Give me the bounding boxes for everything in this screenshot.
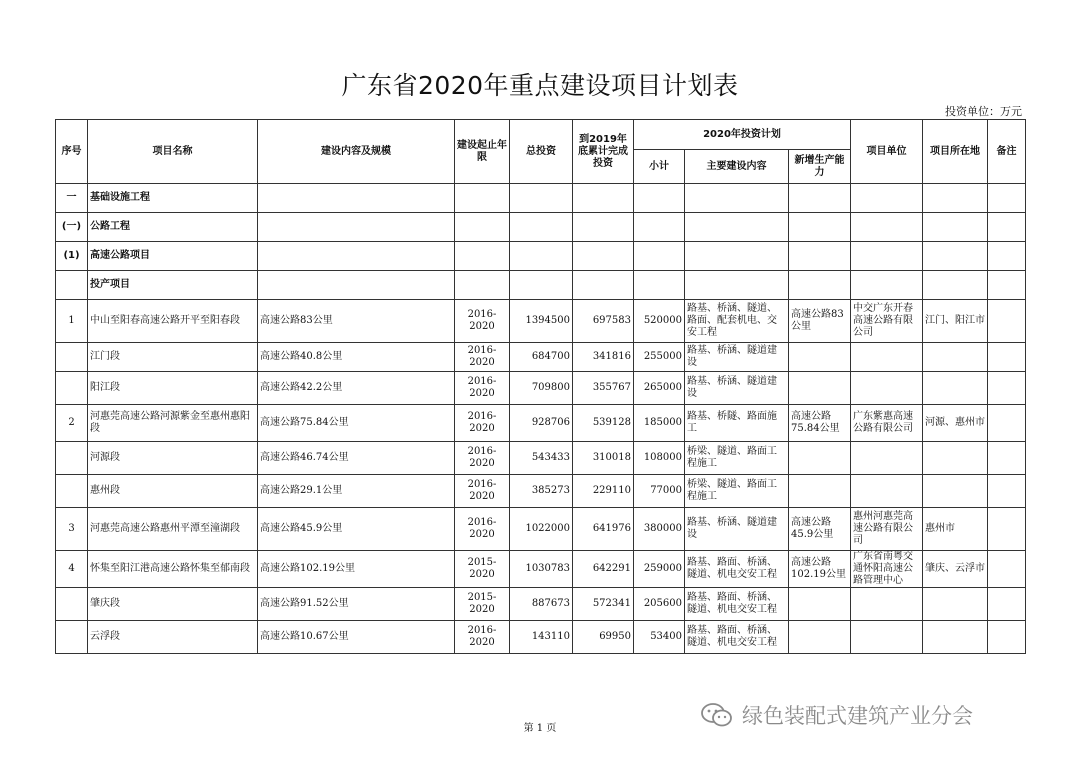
row-capacity xyxy=(789,588,851,621)
row-completed: 310018 xyxy=(573,442,634,475)
row-seq: 2 xyxy=(56,405,88,442)
row-unit xyxy=(851,442,923,475)
row-period: 2015-2020 xyxy=(455,551,510,588)
row-seq: (1) xyxy=(56,242,88,271)
row-unit xyxy=(851,588,923,621)
header-location: 项目所在地 xyxy=(923,120,988,184)
header-unit: 项目单位 xyxy=(851,120,923,184)
row-subtotal: 53400 xyxy=(634,621,685,654)
row-capacity xyxy=(789,242,851,271)
row-content: 高速公路29.1公里 xyxy=(258,475,455,508)
table-row xyxy=(56,372,1026,405)
row-total: 1022000 xyxy=(510,508,573,551)
row-period xyxy=(455,213,510,242)
row-content xyxy=(258,271,455,300)
row-remark xyxy=(988,300,1026,343)
row-unit xyxy=(851,475,923,508)
row-subtotal: 255000 xyxy=(634,343,685,372)
row-content: 高速公路40.8公里 xyxy=(258,343,455,372)
header-plan2020: 2020年投资计划 xyxy=(634,120,851,150)
row-unit xyxy=(851,184,923,213)
row-main-content: 路基、桥涵、隧道、路面、配套机电、交安工程 xyxy=(685,300,789,343)
row-main-content: 路基、路面、桥涵、隧道、机电交安工程 xyxy=(685,551,789,588)
table-row xyxy=(56,300,1026,343)
row-remark xyxy=(988,242,1026,271)
header-subtotal: 小计 xyxy=(634,150,685,184)
row-completed: 641976 xyxy=(573,508,634,551)
row-unit xyxy=(851,271,923,300)
table-row xyxy=(56,213,1026,242)
row-name: 公路工程 xyxy=(88,213,258,242)
row-name: 投产项目 xyxy=(88,271,258,300)
row-remark xyxy=(988,508,1026,551)
row-seq xyxy=(56,588,88,621)
row-capacity xyxy=(789,213,851,242)
row-remark xyxy=(988,213,1026,242)
row-subtotal: 520000 xyxy=(634,300,685,343)
row-location: 肇庆、云浮市 xyxy=(923,551,988,588)
row-unit xyxy=(851,343,923,372)
row-capacity xyxy=(789,184,851,213)
row-unit: 中交广东开春高速公路有限公司 xyxy=(851,300,923,343)
wechat-icon xyxy=(700,701,734,729)
table-row xyxy=(56,442,1026,475)
row-seq: 1 xyxy=(56,300,88,343)
row-subtotal xyxy=(634,242,685,271)
row-main-content: 路基、桥涵、隧道建设 xyxy=(685,343,789,372)
row-remark xyxy=(988,405,1026,442)
row-capacity: 高速公路83公里 xyxy=(789,300,851,343)
header-seq: 序号 xyxy=(56,120,88,184)
row-location xyxy=(923,343,988,372)
row-name: 阳江段 xyxy=(88,372,258,405)
row-subtotal xyxy=(634,213,685,242)
table-row xyxy=(56,405,1026,442)
row-location: 江门、阳江市 xyxy=(923,300,988,343)
row-period xyxy=(455,271,510,300)
row-period: 2016-2020 xyxy=(455,442,510,475)
row-remark xyxy=(988,271,1026,300)
row-seq: 3 xyxy=(56,508,88,551)
row-content: 高速公路91.52公里 xyxy=(258,588,455,621)
row-subtotal: 185000 xyxy=(634,405,685,442)
row-period: 2016-2020 xyxy=(455,405,510,442)
row-name: 高速公路项目 xyxy=(88,242,258,271)
table-row xyxy=(56,271,1026,300)
row-name: 云浮段 xyxy=(88,621,258,654)
header-total: 总投资 xyxy=(510,120,573,184)
header-main-content: 主要建设内容 xyxy=(685,150,789,184)
row-name: 怀集至阳江港高速公路怀集至郁南段 xyxy=(88,551,258,588)
header-name: 项目名称 xyxy=(88,120,258,184)
table-row xyxy=(56,475,1026,508)
row-location xyxy=(923,475,988,508)
header-remark: 备注 xyxy=(988,120,1026,184)
row-seq: (一) xyxy=(56,213,88,242)
row-remark xyxy=(988,588,1026,621)
row-seq xyxy=(56,621,88,654)
row-content xyxy=(258,184,455,213)
row-period xyxy=(455,184,510,213)
row-name: 中山至阳春高速公路开平至阳春段 xyxy=(88,300,258,343)
row-unit xyxy=(851,242,923,271)
row-seq: 4 xyxy=(56,551,88,588)
row-location xyxy=(923,184,988,213)
table-row xyxy=(56,508,1026,551)
row-capacity: 高速公路102.19公里 xyxy=(789,551,851,588)
row-completed: 572341 xyxy=(573,588,634,621)
row-subtotal: 108000 xyxy=(634,442,685,475)
row-main-content xyxy=(685,271,789,300)
row-completed: 539128 xyxy=(573,405,634,442)
row-subtotal: 259000 xyxy=(634,551,685,588)
row-content: 高速公路45.9公里 xyxy=(258,508,455,551)
row-main-content: 路基、路面、桥涵、隧道、机电交安工程 xyxy=(685,588,789,621)
row-completed: 355767 xyxy=(573,372,634,405)
row-content: 高速公路83公里 xyxy=(258,300,455,343)
row-period: 2015-2020 xyxy=(455,588,510,621)
row-period xyxy=(455,242,510,271)
row-seq: 一 xyxy=(56,184,88,213)
page-number: 第 1 页 xyxy=(523,723,557,734)
row-total xyxy=(510,213,573,242)
row-total: 385273 xyxy=(510,475,573,508)
page-title: 广东省2020年重点建设项目计划表 xyxy=(341,71,739,100)
row-subtotal: 205600 xyxy=(634,588,685,621)
row-remark xyxy=(988,442,1026,475)
table-row xyxy=(56,343,1026,372)
row-completed xyxy=(573,242,634,271)
watermark-text: 绿色装配式建筑产业分会 xyxy=(742,704,973,728)
row-unit xyxy=(851,621,923,654)
row-capacity xyxy=(789,475,851,508)
row-unit: 惠州河惠莞高速公路有限公司 xyxy=(851,508,923,551)
row-main-content xyxy=(685,213,789,242)
row-content: 高速公路46.74公里 xyxy=(258,442,455,475)
row-subtotal xyxy=(634,184,685,213)
row-capacity xyxy=(789,372,851,405)
row-name: 惠州段 xyxy=(88,475,258,508)
row-name: 河源段 xyxy=(88,442,258,475)
row-main-content: 桥梁、隧道、路面工程施工 xyxy=(685,475,789,508)
row-location xyxy=(923,442,988,475)
row-total xyxy=(510,242,573,271)
table-row xyxy=(56,588,1026,621)
row-unit: 广东省南粤交通怀阳高速公路管理中心 xyxy=(851,551,923,588)
row-remark xyxy=(988,621,1026,654)
row-main-content: 路基、桥涵、隧道建设 xyxy=(685,372,789,405)
header-completed: 到2019年底累计完成投资 xyxy=(573,120,634,184)
row-location xyxy=(923,213,988,242)
row-seq xyxy=(56,442,88,475)
row-completed xyxy=(573,271,634,300)
row-main-content: 路基、路面、桥涵、隧道、机电交安工程 xyxy=(685,621,789,654)
row-period: 2016-2020 xyxy=(455,372,510,405)
row-capacity xyxy=(789,621,851,654)
row-period: 2016-2020 xyxy=(455,621,510,654)
row-capacity: 高速公路75.84公里 xyxy=(789,405,851,442)
row-completed: 229110 xyxy=(573,475,634,508)
row-completed xyxy=(573,213,634,242)
table-row xyxy=(56,184,1026,213)
row-seq xyxy=(56,372,88,405)
row-location xyxy=(923,621,988,654)
row-content: 高速公路102.19公里 xyxy=(258,551,455,588)
row-content xyxy=(258,242,455,271)
row-capacity: 高速公路45.9公里 xyxy=(789,508,851,551)
row-location xyxy=(923,271,988,300)
row-period: 2016-2020 xyxy=(455,300,510,343)
row-total xyxy=(510,271,573,300)
table-row xyxy=(56,621,1026,654)
row-location xyxy=(923,372,988,405)
row-completed: 697583 xyxy=(573,300,634,343)
row-total: 928706 xyxy=(510,405,573,442)
table-row xyxy=(56,242,1026,271)
row-location xyxy=(923,588,988,621)
row-name: 江门段 xyxy=(88,343,258,372)
row-main-content xyxy=(685,184,789,213)
header-content: 建设内容及规模 xyxy=(258,120,455,184)
watermark xyxy=(700,700,973,730)
row-unit xyxy=(851,372,923,405)
row-period: 2016-2020 xyxy=(455,475,510,508)
row-completed: 69950 xyxy=(573,621,634,654)
row-main-content: 路基、桥隧、路面施工 xyxy=(685,405,789,442)
row-total: 709800 xyxy=(510,372,573,405)
row-total: 684700 xyxy=(510,343,573,372)
row-main-content xyxy=(685,242,789,271)
row-remark xyxy=(988,551,1026,588)
row-main-content: 桥梁、隧道、路面工程施工 xyxy=(685,442,789,475)
row-name: 河惠莞高速公路惠州平潭至潼湖段 xyxy=(88,508,258,551)
row-subtotal: 77000 xyxy=(634,475,685,508)
row-location: 河源、惠州市 xyxy=(923,405,988,442)
row-remark xyxy=(988,475,1026,508)
row-name: 肇庆段 xyxy=(88,588,258,621)
row-completed: 341816 xyxy=(573,343,634,372)
row-total: 1394500 xyxy=(510,300,573,343)
row-total: 543433 xyxy=(510,442,573,475)
header-capacity: 新增生产能力 xyxy=(789,150,851,184)
row-total: 1030783 xyxy=(510,551,573,588)
row-total: 143110 xyxy=(510,621,573,654)
row-total: 887673 xyxy=(510,588,573,621)
row-seq xyxy=(56,475,88,508)
row-subtotal: 380000 xyxy=(634,508,685,551)
unit-note: 投资单位：万元 xyxy=(945,105,1022,118)
row-content: 高速公路75.84公里 xyxy=(258,405,455,442)
row-remark xyxy=(988,184,1026,213)
row-name: 河惠莞高速公路河源紫金至惠州惠阳段 xyxy=(88,405,258,442)
row-remark xyxy=(988,372,1026,405)
header-period: 建设起止年限 xyxy=(455,120,510,184)
project-table xyxy=(55,119,1026,654)
row-seq xyxy=(56,343,88,372)
row-capacity xyxy=(789,271,851,300)
row-name: 基础设施工程 xyxy=(88,184,258,213)
row-content: 高速公路42.2公里 xyxy=(258,372,455,405)
row-total xyxy=(510,184,573,213)
row-capacity xyxy=(789,343,851,372)
row-completed: 642291 xyxy=(573,551,634,588)
row-subtotal: 265000 xyxy=(634,372,685,405)
row-period: 2016-2020 xyxy=(455,343,510,372)
row-unit: 广东紫惠高速公路有限公司 xyxy=(851,405,923,442)
row-seq xyxy=(56,271,88,300)
row-subtotal xyxy=(634,271,685,300)
row-period: 2016-2020 xyxy=(455,508,510,551)
row-location: 惠州市 xyxy=(923,508,988,551)
row-content xyxy=(258,213,455,242)
row-completed xyxy=(573,184,634,213)
row-unit xyxy=(851,213,923,242)
row-capacity xyxy=(789,442,851,475)
table-row xyxy=(56,551,1026,588)
row-remark xyxy=(988,343,1026,372)
row-location xyxy=(923,242,988,271)
row-content: 高速公路10.67公里 xyxy=(258,621,455,654)
row-main-content: 路基、桥涵、隧道建设 xyxy=(685,508,789,551)
